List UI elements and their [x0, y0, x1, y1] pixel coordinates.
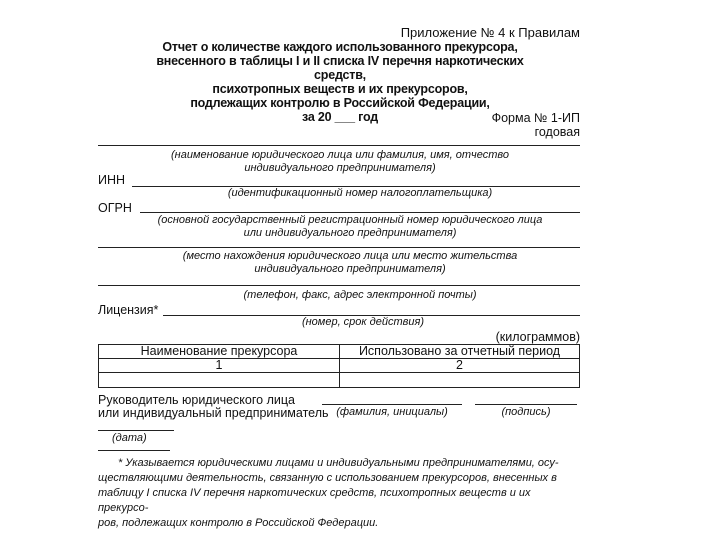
ogrn-caption: [120, 214, 580, 240]
contacts-caption: (телефон, факс, адрес электронной почты): [243, 289, 477, 301]
table-number-row: [99, 359, 580, 373]
address-caption-line-2: индивидуального предпринимателя): [254, 263, 446, 275]
title-line-5: за 20 ___ год: [301, 110, 379, 124]
precursor-table: [98, 344, 580, 388]
footnote: [98, 456, 580, 531]
units-label: (килограммов): [495, 330, 580, 344]
date-caption: (дата): [112, 432, 147, 444]
footnote-line-3: таблицу I списка IV перечня наркотических средств, психотропных веществ и их прекурсо-: [98, 487, 531, 514]
head-name-line[interactable]: [322, 404, 462, 405]
license-caption: (номер, срок действия): [301, 316, 425, 328]
title-line-3: психотропных веществ и их прекурсоров,: [212, 82, 468, 96]
footnote-separator: [98, 450, 170, 451]
footnote-line-2: ществляющими деятельность, связанную с использованием прекурсоров, внесенных в: [98, 472, 557, 484]
title-line-2: внесенного в таблицы I и II списка IV перечня наркотических средств,: [156, 54, 524, 82]
contacts-line[interactable]: [98, 285, 580, 286]
ogrn-line[interactable]: [140, 212, 580, 213]
ogrn-caption-line-2: или индивидуального предпринимателя): [243, 227, 457, 239]
head-label-line-2: или индивидуальный предприниматель: [98, 406, 329, 420]
ogrn-label: ОГРН: [98, 201, 132, 215]
license-label: Лицензия*: [98, 303, 159, 317]
org-name-line[interactable]: [98, 145, 580, 146]
title-line-1: Отчет о количестве каждого использованного прекурсора,: [162, 40, 518, 54]
header-precursor-name: Наименование прекурсора: [99, 345, 340, 359]
title-line-4: подлежащих контролю в Российской Федерации,: [190, 96, 490, 110]
org-caption-line-2: индивидуального предпринимателя): [244, 162, 436, 174]
header-used-amount: Использовано за отчетный период: [340, 345, 580, 359]
head-name-caption: (фамилия, инициалы): [336, 406, 448, 418]
appendix-note: Приложение № 4 к Правилам: [400, 25, 580, 40]
report-title: [130, 40, 550, 124]
date-line[interactable]: [98, 430, 174, 431]
inn-caption: (идентификационный номер налогоплательщика): [227, 187, 493, 199]
org-caption-line-1: (наименование юридического лица или фамилия, имя, отчество: [171, 149, 509, 161]
inn-label: ИНН: [98, 173, 126, 187]
column-number-2: 2: [340, 359, 580, 373]
ogrn-caption-line-1: (основной государственный регистрационный номер юридического лица: [157, 214, 543, 226]
org-name-caption: [120, 149, 560, 175]
head-signature-line[interactable]: [475, 404, 577, 405]
footnote-line-4: ров, подлежащих контролю в Российской Федерации.: [98, 517, 379, 529]
table-cell[interactable]: [340, 373, 580, 388]
address-caption: [120, 250, 580, 276]
form-period: годовая: [534, 125, 580, 139]
footnote-line-1: * Указывается юридическими лицами и индивидуальными предпринимателями, осу-: [118, 457, 559, 469]
form-number: Форма № 1-ИП: [491, 111, 580, 125]
address-line[interactable]: [98, 247, 580, 248]
head-label-line-1: Руководитель юридического лица: [98, 393, 295, 407]
table-header-row: [99, 345, 580, 359]
column-number-1: 1: [99, 359, 340, 373]
table-row[interactable]: [99, 373, 580, 388]
head-signature-caption: (подпись): [501, 406, 551, 418]
table-cell[interactable]: [99, 373, 340, 388]
address-caption-line-1: (место нахождения юридического лица или место жительства: [182, 250, 518, 262]
